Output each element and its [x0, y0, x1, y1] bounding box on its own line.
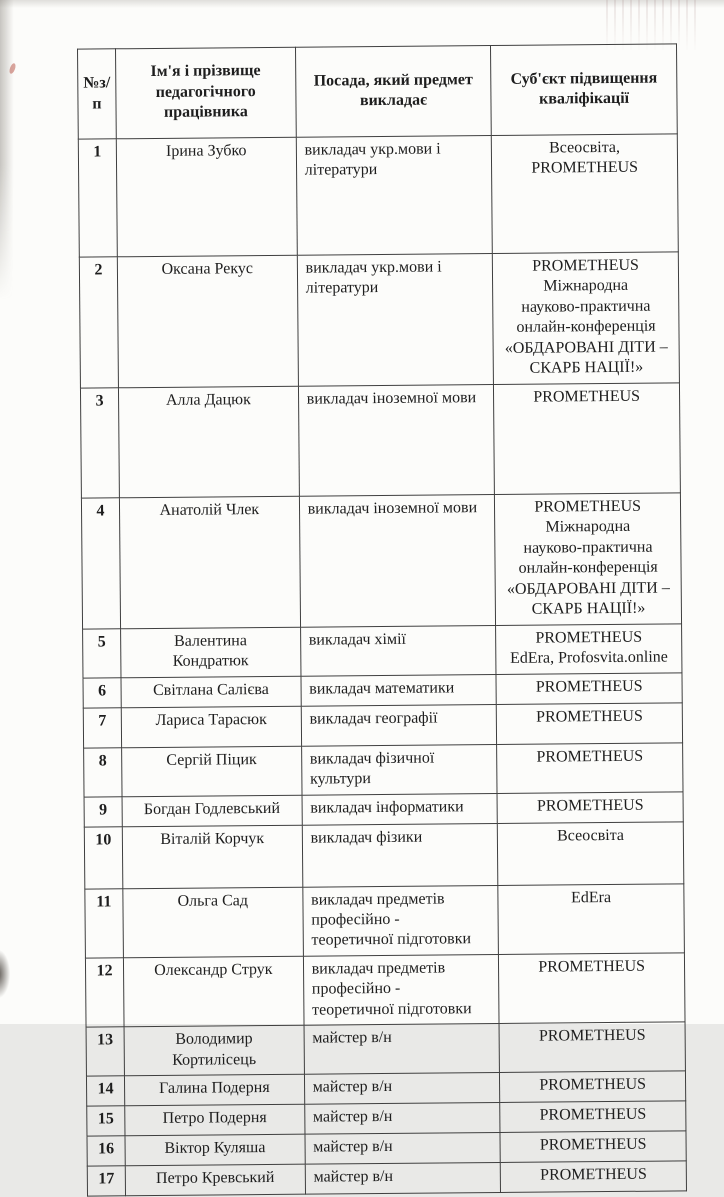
cell-row-number: 6 [83, 677, 121, 707]
cell-teacher-name: Олександр Струк [123, 956, 303, 1027]
cell-row-number: 8 [84, 747, 122, 796]
cell-row-number: 4 [81, 498, 120, 629]
table-row [78, 134, 678, 257]
scan-shadow-left [0, 0, 16, 300]
cell-teacher-name: Володимир Кортилісець [124, 1026, 304, 1077]
cell-teacher-name: Оксана Рекус [117, 255, 298, 387]
table-row [84, 742, 683, 796]
header-position: Посада, який предмет викладає [295, 46, 491, 138]
cell-position-subject: викладач іноземної мови [298, 384, 495, 496]
cell-row-number: 15 [87, 1106, 125, 1136]
cell-position-subject: майстер в/н [304, 1073, 500, 1105]
cell-provider: PROMETHEUS [500, 1071, 686, 1103]
cell-teacher-name: Лариса Тарасюк [121, 706, 301, 748]
cell-row-number: 9 [84, 796, 122, 826]
cell-position-subject: викладач математики [301, 674, 497, 706]
header-name: Ім'я і прізвище педагогічного працівника [115, 47, 295, 139]
cell-provider: PROMETHEUS [497, 791, 683, 823]
cell-teacher-name: Богдан Годлевський [122, 795, 302, 827]
cell-position-subject: викладач укр.мови і літератури [296, 136, 493, 256]
table-row [84, 821, 684, 888]
table-body [78, 134, 686, 1196]
cell-row-number: 3 [80, 388, 119, 498]
table-row [81, 493, 681, 629]
cell-row-number: 2 [79, 257, 118, 388]
cell-position-subject: викладач укр.мови і літератури [297, 254, 494, 387]
scan-smudge-bottom-left [0, 950, 10, 998]
header-subject: Суб'єкт підвищення кваліфікації [491, 44, 678, 136]
cell-row-number: 13 [86, 1027, 124, 1076]
cell-position-subject: майстер в/н [305, 1163, 501, 1195]
cell-row-number: 14 [86, 1076, 124, 1106]
table-row [85, 953, 685, 1028]
cell-provider: Всеосвіта [498, 821, 684, 885]
cell-provider: PROMETHEUS [500, 1101, 686, 1133]
cell-teacher-name: Галина Подерня [124, 1074, 304, 1106]
cell-teacher-name: Ірина Зубко [116, 137, 297, 257]
cell-row-number: 11 [85, 888, 124, 958]
table-row [83, 624, 682, 678]
cell-provider: PROMETHEUS EdEra, Profosvita.online [496, 624, 682, 675]
cell-provider: EdEra [498, 883, 684, 954]
cell-provider: PROMETHEUS [497, 742, 683, 793]
cell-provider: PROMETHEUS [500, 1131, 686, 1163]
table-row [87, 1161, 686, 1196]
cell-row-number: 5 [83, 628, 121, 677]
cell-provider: PROMETHEUS [496, 672, 682, 704]
cell-teacher-name: Алла Дацюк [118, 386, 299, 498]
cell-position-subject: викладач фізичної культури [301, 744, 497, 795]
cell-position-subject: викладач інформатики [302, 793, 498, 825]
cell-position-subject: майстер в/н [304, 1024, 500, 1075]
cell-row-number: 12 [85, 958, 124, 1028]
cell-provider: Всеосвіта, PROMETHEUS [492, 134, 679, 254]
table-row [80, 383, 680, 498]
cell-row-number: 7 [83, 707, 121, 747]
cell-teacher-name: Ольга Сад [123, 887, 303, 958]
cell-provider: PROMETHEUS [497, 702, 683, 744]
cell-teacher-name: Анатолій Члек [119, 496, 300, 628]
cell-teacher-name: Віктор Куляша [125, 1134, 305, 1166]
cell-teacher-name: Петро Подерня [125, 1104, 305, 1136]
cell-provider: PROMETHEUS [499, 1022, 685, 1073]
qualification-table [77, 43, 687, 1196]
cell-provider: PROMETHEUS [499, 953, 685, 1024]
cell-position-subject: викладач географії [301, 704, 497, 746]
cell-teacher-name: Петро Кревський [125, 1164, 305, 1196]
table-header [78, 44, 678, 139]
cell-row-number: 10 [84, 826, 123, 888]
cell-position-subject: викладач фізики [302, 823, 498, 887]
cell-provider: PROMETHEUS Міжнародна науково-практична онлайн-конференція «ОБДАРОВАНІ ДІТИ – СКАРБ НАЦІЇ!» [495, 493, 682, 625]
cell-position-subject: викладач хімії [300, 625, 496, 676]
cell-position-subject: майстер в/н [305, 1133, 501, 1165]
cell-position-subject: викладач іноземної мови [299, 494, 496, 627]
cell-teacher-name: Світлана Салієва [121, 676, 301, 708]
cell-teacher-name: Сергій Піцик [122, 746, 302, 797]
cell-provider: PROMETHEUS [494, 383, 681, 495]
cell-row-number: 17 [87, 1166, 125, 1196]
cell-row-number: 1 [78, 139, 117, 257]
cell-teacher-name: Валентина Кондратюк [121, 627, 301, 678]
header-row [78, 44, 678, 139]
header-number: №з/ п [78, 49, 117, 139]
table-row [79, 252, 679, 388]
cell-row-number: 16 [87, 1136, 125, 1166]
cell-provider: PROMETHEUS Міжнародна науково-практична онлайн-конференція «ОБДАРОВАНІ ДІТИ – СКАРБ НАЦІЇ!» [493, 252, 680, 384]
cell-teacher-name: Віталій Корчук [122, 825, 302, 889]
cell-position-subject: викладач предметів професійно - теоретичної підготовки [302, 885, 498, 956]
table-row [86, 1022, 685, 1076]
cell-provider: PROMETHEUS [501, 1161, 687, 1193]
cell-position-subject: викладач предметів професійно - теоретичної підготовки [303, 954, 499, 1025]
cell-position-subject: майстер в/н [304, 1103, 500, 1135]
table-row [83, 702, 682, 747]
table-row [85, 883, 685, 958]
